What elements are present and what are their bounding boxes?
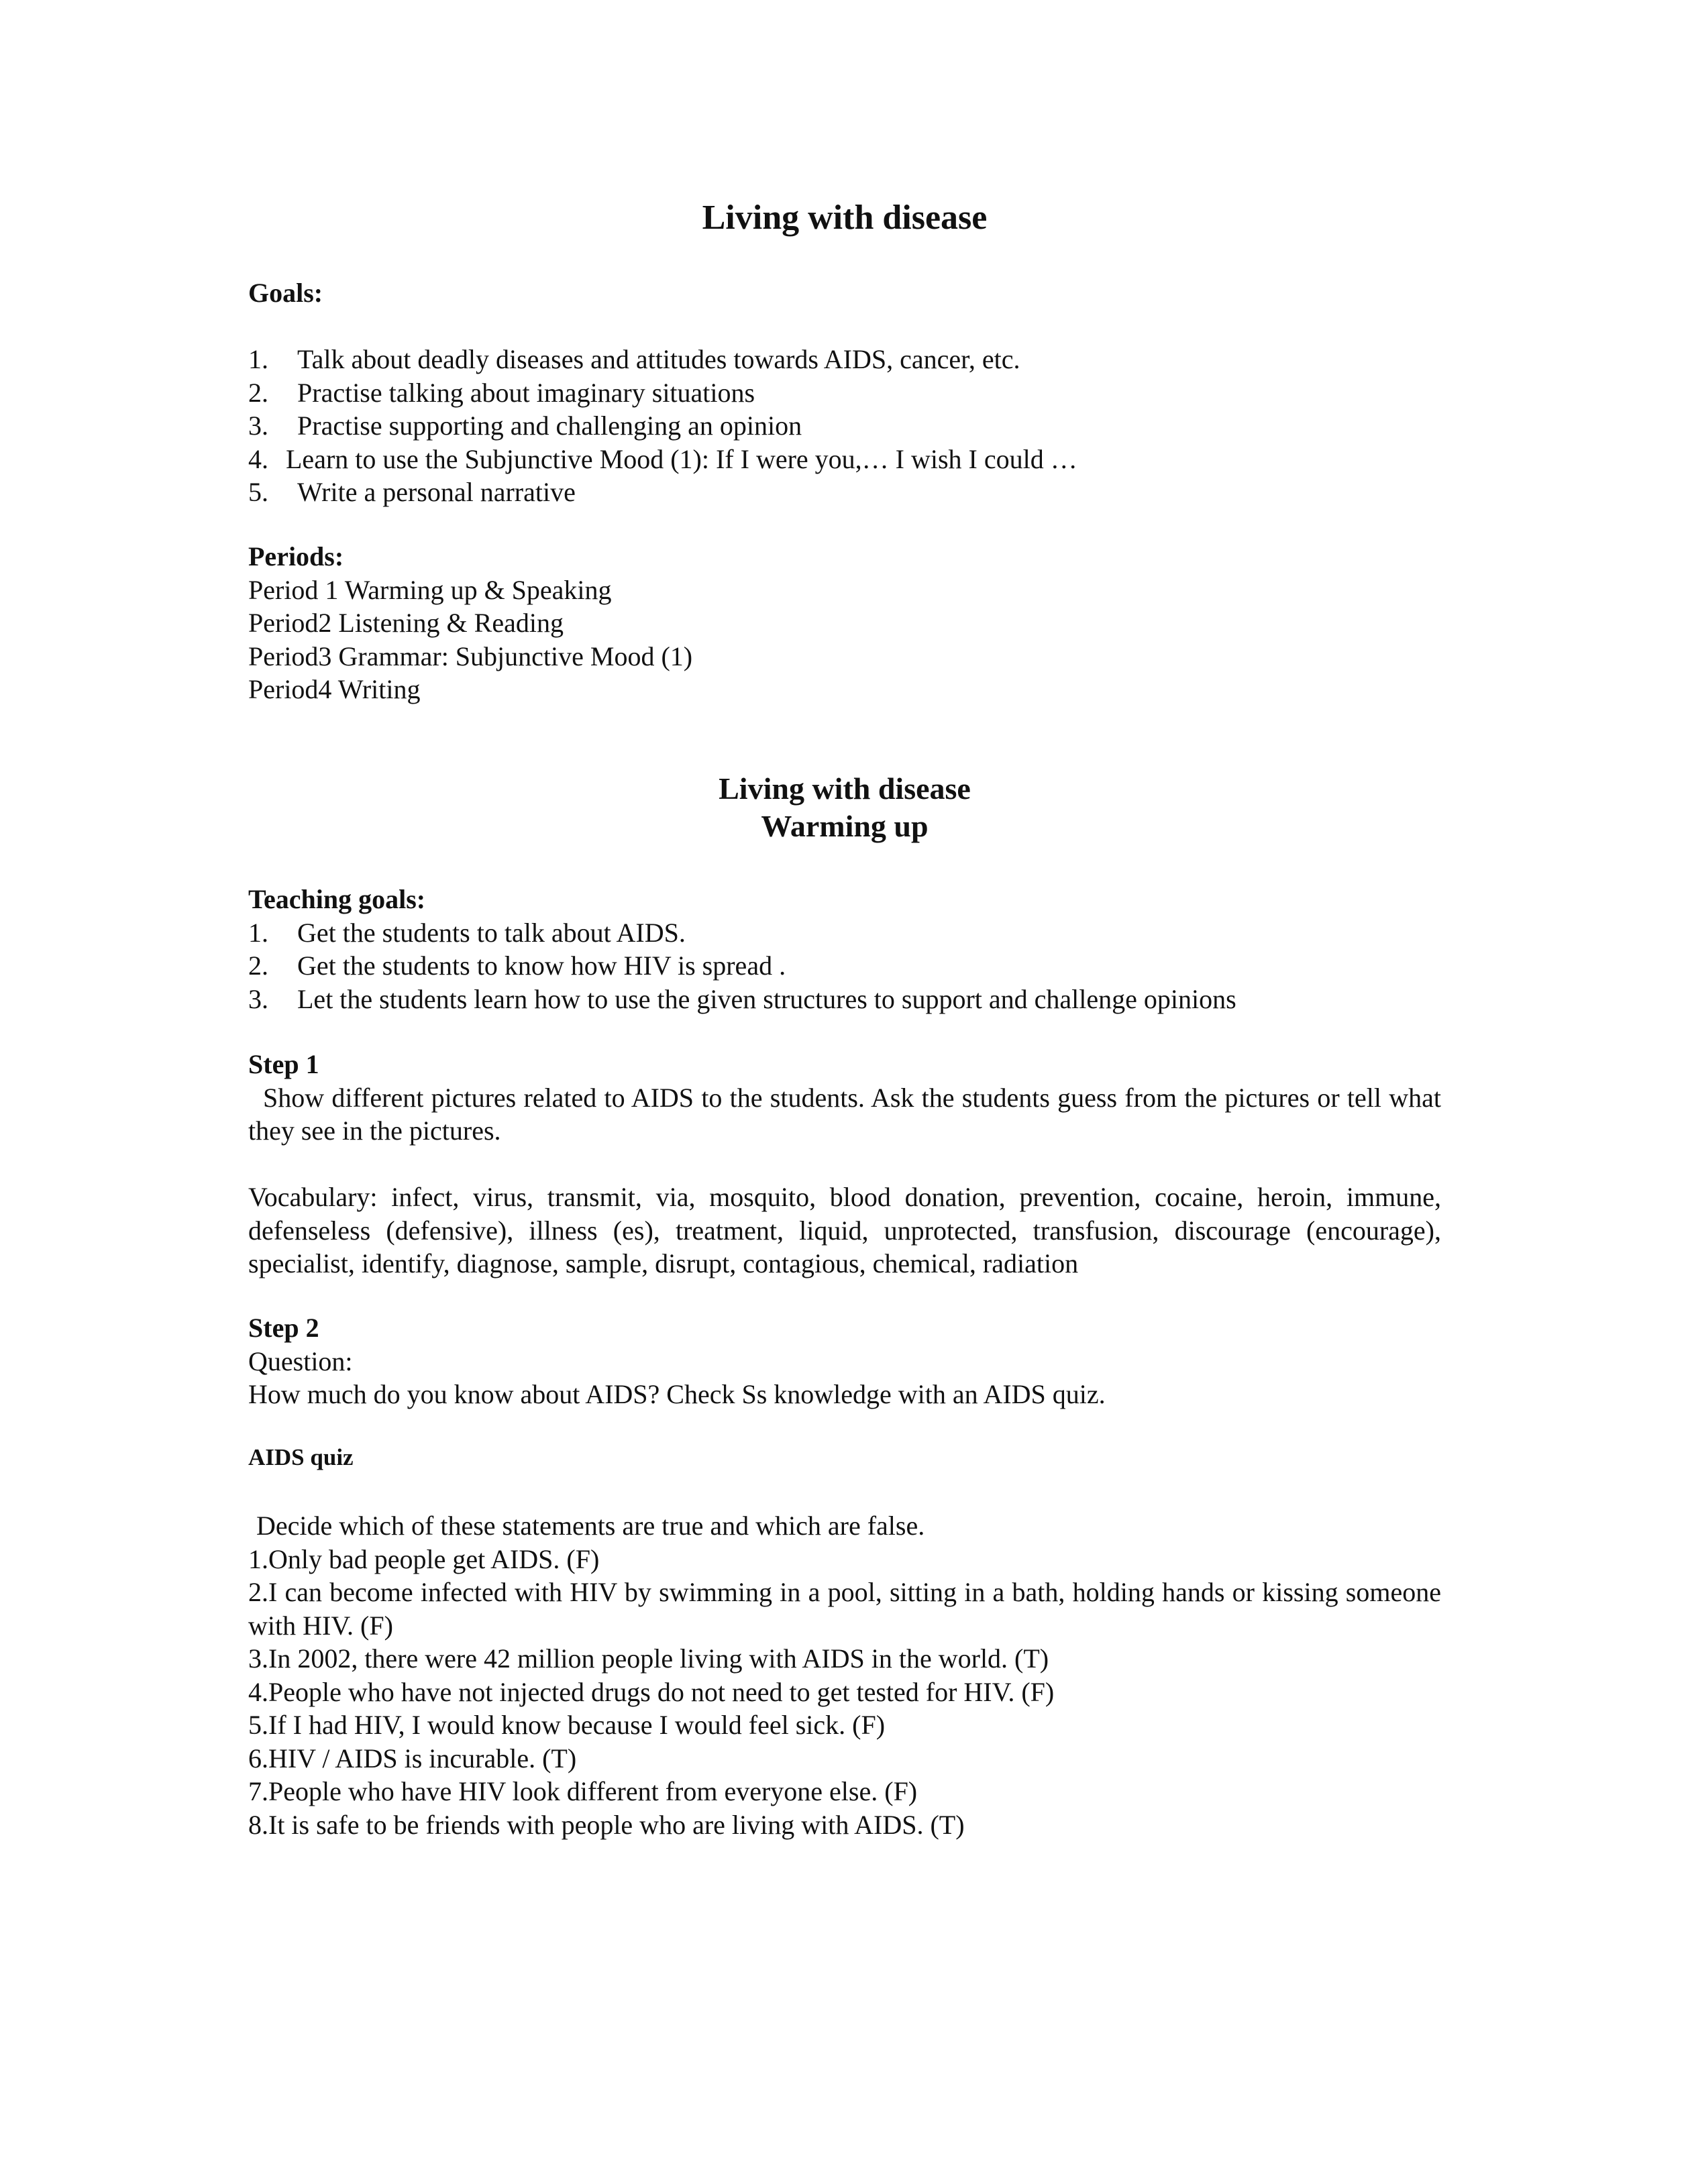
- step1-heading: Step 1: [248, 1049, 319, 1079]
- list-item: 1. Get the students to talk about AIDS.: [248, 917, 686, 948]
- teaching-goals-section: [248, 883, 1441, 1016]
- document-title: Living with disease: [702, 199, 988, 237]
- step1-text: Show different pictures related to AIDS to the students. Ask the students guess from the pictures or tell what they see in the pictures.: [248, 1082, 1441, 1146]
- section-title-line2: Warming up: [761, 809, 929, 843]
- list-item: 3. Let the students learn how to use the given structures to support and challenge opinions: [248, 983, 1236, 1014]
- period-item: Period 1 Warming up & Speaking: [248, 574, 612, 605]
- section-title-line1: Living with disease: [719, 771, 971, 806]
- period-item: Period2 Listening & Reading: [248, 608, 564, 638]
- quiz-item: 6.HIV / AIDS is incurable. (T): [248, 1743, 577, 1773]
- step2-question: How much do you know about AIDS? Check Ss knowledge with an AIDS quiz.: [248, 1379, 1106, 1409]
- quiz-item: 2.I can become infected with HIV by swimming in a pool, sitting in a bath, holding hands or kissing someone with HIV. (F): [248, 1577, 1441, 1641]
- list-item: 2. Practise talking about imaginary situations: [248, 377, 755, 408]
- quiz-heading: AIDS quiz: [248, 1444, 354, 1470]
- period-item: Period3 Grammar: Subjunctive Mood (1): [248, 641, 693, 671]
- vocabulary-text: Vocabulary: infect, virus, transmit, via, mosquito, blood donation, prevention, cocaine, heroin, immune, defenseless (defensive), illness (es), treatment, liquid, unprotected, transfusion, discourage (encourage), specialist, identify, diagnose, sample, disrupt, contagious, chemical, radiation: [248, 1182, 1441, 1278]
- period-item: Period4 Writing: [248, 674, 421, 704]
- step1-section: [248, 1048, 1441, 1280]
- goals-section: [248, 276, 1441, 509]
- periods-heading: Periods:: [248, 541, 344, 571]
- list-item: 4. Learn to use the Subjunctive Mood (1): If I were you,… I wish I could …: [248, 443, 1077, 474]
- quiz-item: 3.In 2002, there were 42 million people living with AIDS in the world. (T): [248, 1643, 1049, 1674]
- quiz-heading-block: [248, 1441, 1441, 1474]
- list-item: 3. Practise supporting and challenging an opinion: [248, 411, 802, 441]
- section-title: [248, 770, 1441, 845]
- quiz-item: 5.If I had HIV, I would know because I would feel sick. (F): [248, 1710, 886, 1740]
- quiz-instruction: Decide which of these statements are true and which are false.: [256, 1511, 925, 1541]
- quiz-item: 8.It is safe to be friends with people who are living with AIDS. (T): [248, 1809, 965, 1840]
- quiz-section: [248, 1509, 1441, 1841]
- list-item: 5. Write a personal narrative: [248, 477, 576, 507]
- teaching-goals-list: [248, 916, 1441, 1016]
- goals-list: [248, 343, 1441, 509]
- quiz-item: 4.People who have not injected drugs do not need to get tested for HIV. (F): [248, 1676, 1055, 1707]
- step2-question-label: Question:: [248, 1346, 353, 1376]
- periods-section: [248, 540, 1441, 706]
- quiz-item: 1.Only bad people get AIDS. (F): [248, 1543, 600, 1574]
- teaching-goals-heading: Teaching goals:: [248, 884, 426, 914]
- goals-heading: Goals:: [248, 278, 323, 308]
- list-item: 1. Talk about deadly diseases and attitudes towards AIDS, cancer, etc.: [248, 344, 1020, 374]
- list-item: 2. Get the students to know how HIV is spread .: [248, 950, 786, 981]
- quiz-item: 7.People who have HIV look different from everyone else. (F): [248, 1776, 918, 1806]
- step2-section: [248, 1311, 1441, 1411]
- step2-heading: Step 2: [248, 1313, 319, 1343]
